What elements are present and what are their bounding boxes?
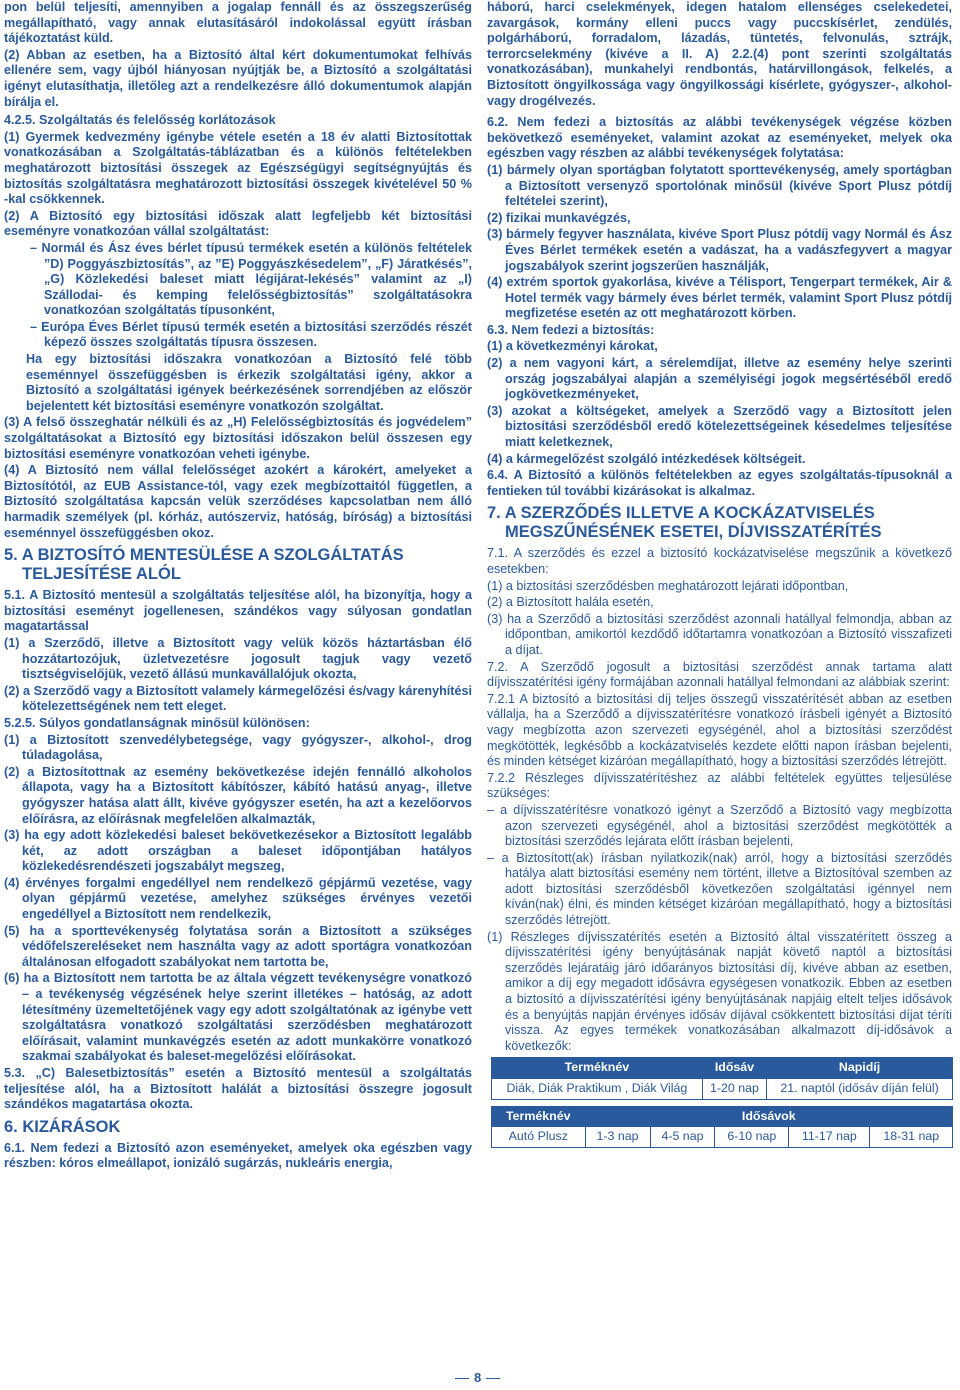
- paragraph: (2) A Biztosító egy biztosítási időszak alatt legfeljebb két biztosítási eseményre vonatkozóan vállal szolgáltatást:: [4, 208, 472, 239]
- list-item: (3) bármely fegyver használata, kivéve Sport Plusz pótdíj vagy Normál és Ász Éves Bérlet termékek esetén a vadászat, ha a vadászfegyvert a magyar jogszabályok szerint jogszerűen használják,: [487, 227, 952, 273]
- list-item: (1) a Szerződő, illetve a Biztosított vagy velük közös háztartásban élő hozzátartozójuk, üzletvezetésre jogosult tagjuk vagy vezető tisztségviselőjük, vezető állású munkavállalójuk okozta,: [4, 635, 472, 682]
- list-item: (2) a Biztosított halála esetén,: [487, 595, 654, 610]
- table-row: [492, 1079, 953, 1100]
- paragraph: Ha egy biztosítási időszakra vonatkozóan a Biztosító felé több eseménnyel összefüggésben is érkezik szolgáltatási igény, akkor a Biztosító a szolgáltatási igények beérkezésének sorrendjében az először bejelentett két biztosítási eseményre vonatkozón szolgáltat.: [26, 352, 472, 413]
- paragraph: 5.2.5. Súlyos gondatlanságnak minősül különösen:: [4, 715, 310, 730]
- list-item: (2) fizikai munkavégzés,: [487, 210, 631, 225]
- paragraph: 7.2. A Szerződő jogosult a biztosítási szerződést annak tartama alatt díjvisszatérítési igény formájában azonnali hatállyal felmondani az alábbiak szerint:: [487, 659, 952, 690]
- table-cell: 11-17 nap: [789, 1127, 870, 1148]
- page-number: 8: [455, 1370, 500, 1385]
- list-item: (6) ha a Biztosított nem tartotta be az általa végzett tevékenységre vonatkozó – a tevékenység végzésének helye szerint illetékes – hatóság, az adott létesítmény üzemeltetőjének vagy egy adott szolgáltatónak az igénybe vett szolgáltatásra vonatkozó szolgáltatási szerződésben meghatározott előírásait, valamint munkavégzés esetén az adott munkakörre vonatkozó szakmai szabályokat és baleset-megelőzési előírásokat.: [4, 971, 472, 1064]
- table-header-cell: Terméknév: [492, 1058, 703, 1079]
- table-header-cell: Idősávok: [585, 1106, 952, 1127]
- list-item: – Normál és Ász éves bérlet típusú termékek esetén a különös feltételek ”D) Poggyászbiztosítás”, az ”E) Poggyászkésedelem”, „F) Járatkésés”, „G) Közlekedési baleset miatt légijárat-lekésés” valamint az „I) Szállodai- és kemping felelősségbiztosítás” szolgáltatásokra vonatkozóan szolgáltatás típusonként,: [30, 240, 472, 318]
- chapter-heading-line: TELJESÍTÉSE ALÓL: [22, 565, 181, 584]
- table-cell: 4-5 nap: [650, 1127, 715, 1148]
- table-cell: Autó Plusz: [492, 1127, 586, 1148]
- list-item: (1) a biztosítási szerződésben meghatározott lejárati időpontban,: [487, 578, 849, 593]
- rate-table-diak: [491, 1057, 953, 1099]
- chapter-heading-line: 5. A BIZTOSÍTÓ MENTESÜLÉSE A SZOLGÁLTATÁS: [4, 546, 404, 565]
- list-item: – Európa Éves Bérlet típusú termék esetén a biztosítási szerződés részét képező összes szolgáltatás típusra összesen.: [30, 319, 472, 350]
- list-item: (1) Részleges díjvisszatérítés esetén a Biztosító által visszatérített összeg a díjvisszatérítési igény benyújtásának napját követő naptól a biztosítási szerződés lejáratáig járó időarányos biztosítási díj, kivéve abban az esetben, amikor a díj egy megadott idősávra egységesen vonatkozik. Ebben az esetben a biztosító a díjvisszatérítési igény benyújtásának napjáig eltelt teljes idősávok és a benyújtás napján érvényes idősáv díjával csökkentett biztosítási díjat téríti vissza. Az egyes termékek vonatkozásában alkalmazott díj-idősávok a következők:: [487, 929, 952, 1053]
- table-cell: 6-10 nap: [715, 1127, 789, 1148]
- list-item: (3) ha egy adott közlekedési baleset bekövetkezésekor a Biztosított legalább két, az adott országban a baleset időpontjában hatályos közlekedésrendészeti jogszabályt megszeg,: [4, 828, 472, 874]
- table-header-cell: Terméknév: [492, 1106, 586, 1127]
- rate-table-auto-plusz: [491, 1106, 953, 1148]
- list-item: (1) a Biztosított szenvedélybetegsége, vagy gyógyszer-, alkohol-, drog túladagolása,: [4, 732, 472, 763]
- table-cell: Diák, Diák Praktikum , Diák Világ: [492, 1079, 703, 1100]
- paragraph: (2) Abban az esetben, ha a Biztosító által kért dokumentumokat felhívás ellenére sem, vagy újból hiányosan nyújtják be, a Biztosító a szolgáltatási igényt elutasíthatja, illetőleg azt a rendelkezésre álló dokumentumok alapján bírálja el.: [4, 47, 472, 109]
- paragraph: (1) Gyermek kedvezmény igénybe vétele esetén a 18 év alatti Biztosítottak vonatkozásában a Szolgáltatás-táblázatban és a különös feltételekben meghatározott biztosítási összegek az Egészségügyi segítségnyújtás és biztosítás szolgáltatásra meghatározott biztosítási összegek kivételével 50 % -kal csökkennek.: [4, 129, 472, 207]
- right-column: [487, 0, 952, 1154]
- table-row: [492, 1127, 953, 1148]
- table-header-cell: Idősáv: [702, 1058, 766, 1079]
- paragraph: 5.1. A Biztosító mentesül a szolgáltatás teljesítése alól, ha bizonyítja, hogy a biztosítási eseményt jogellenesen, szándékos vagy súlyosan gondatlan magatartással: [4, 588, 472, 634]
- paragraph: (4) A Biztosító nem vállal felelősséget azokért a károkért, amelyeket a Biztosítótól, az EUB Assistance-tól, vagy ezek megbízottaitól független, a Biztosító szolgáltatása kapcsán velük szerződéses kapcsolatban nem álló harmadik személyek (pl. kórház, autószerviz, hatóság, bíróság) a biztosítási eseménnyel összefüggésben okoz.: [4, 463, 472, 540]
- list-item: (2) a Szerződő vagy a Biztosított valamely kármegelőzési és/vagy kárenyhítési kötelezettségének nem tett eleget.: [4, 683, 472, 714]
- paragraph: pon belül teljesíti, amennyiben a jogalap fennáll és az összegszerűség megállapítható, vagy annak elutasításáról indokolással együtt írásban tájékoztatást küld.: [4, 0, 472, 46]
- paragraph: 6.4. A Biztosító a különös feltételekben az egyes szolgáltatás-típusoknál a fentieken túl további kizárásokat is alkalmaz.: [487, 468, 952, 498]
- paragraph: 6.1. Nem fedezi a Biztosító azon eseményeket, amelyek oka egészben vagy részben: kóros elmeállapot, ionizáló sugárzás, nukleáris energia,: [4, 1140, 472, 1171]
- list-item: – a díjvisszatérítésre vonatkozó igényt a Szerződő a Biztosító vagy megbízotta azon szervezeti egységénél, ahol a biztosítási szerződést megkötötték a biztosítási szerződés lejárata előtt írásban bejelenti,: [487, 802, 952, 849]
- section-heading: 4.2.5. Szolgáltatás és felelősség korlátozások: [4, 113, 276, 128]
- paragraph: 7.1. A szerződés és ezzel a biztosító kockázatviselése megszűnik a következő esetekben:: [487, 546, 952, 576]
- paragraph: 6.2. Nem fedezi a biztosítás az alábbi tevékenységek végzése közben bekövetkező eseményeket, valamint azokat az eseményeket, melyek oka egészben vagy részben az alábbi tevékenységek folytatása:: [487, 115, 952, 161]
- chapter-heading-line: 7. A SZERZŐDÉS ILLETVE A KOCKÁZATVISELÉS: [487, 504, 875, 523]
- paragraph: 6.3. Nem fedezi a biztosítás:: [487, 322, 655, 337]
- table-cell: 1-20 nap: [702, 1079, 766, 1100]
- table-cell: 1-3 nap: [585, 1127, 650, 1148]
- list-item: (3) azokat a költségeket, amelyek a Szerződő vagy a Biztosított jelen biztosítási szerződésből eredő kötelezettségeinek késedelmes teljesítése miatt keletkeznek,: [487, 403, 952, 450]
- paragraph: 7.2.2 Részleges díjvisszatérítéshez az alábbi feltételek együttes teljesülése szükséges:: [487, 770, 952, 801]
- paragraph: (3) A felső összeghatár nélküli és az „H) Felelősségbiztosítás és jogvédelem” szolgáltatásokat a Biztosító egy biztosítási időszakon belül összesen egy biztosítási eseményre vonatkozóan veheti igénybe.: [4, 415, 472, 461]
- list-item: (1) bármely olyan sportágban folytatott sporttevékenység, amely sportágban a Biztosított versenyző sportolónak minősül (kivéve Sport Plusz pótdíj feltételei szerint),: [487, 162, 952, 209]
- list-item: (2) a nem vagyoni kárt, a sérelemdíjat, illetve az esemény helye szerinti ország jogszabályai alapján a személyiségi jogok megsértéséből eredő jogkövetkezményeket,: [487, 356, 952, 402]
- chapter-heading-6: 6. KIZÁRÁSOK: [4, 1117, 121, 1136]
- table-cell: 18-31 nap: [870, 1127, 953, 1148]
- list-item: (4) extrém sportok gyakorlása, kivéve a Télisport, Tengerpart termékek, Air & Hotel termék vagy bármely éves bérlet termék, valamint Sport Plusz pótdíj megfizetése esetén az ott meghatározott körben.: [487, 275, 952, 321]
- table-cell: 21. naptól (idősáv díján felül): [767, 1079, 953, 1100]
- list-item: – a Biztosított(ak) írásban nyilatkozik(nak) arról, hogy a biztosítási szerződés hatálya alatt biztosítási esemény nem történt, illetve a Biztosítóval szemben az adott biztosítási szerződésből következően szolgáltatási igénnyel nem kíván(nak) élni, és minden kétséget kizáróan megállapítható, hogy a biztosítási szerződés létrejött.: [487, 850, 952, 928]
- paragraph: 7.2.1 A biztosító a biztosítási díj teljes összegű visszatérítését abban az esetben vállalja, ha a Szerződő a díjvisszatérítésre vonatkozó írásbeli igényét a Biztosító vagy megbízotta azon szervezeti egységénél, ahol a biztosítási szerződést megkötötték, legkésőbb a kockázatviselés kezdete előtti napon írásban bejelenti, és minden kétséget kizáróan megállapítható, hogy a biztosítási szerződés létrejött.: [487, 691, 952, 769]
- chapter-heading-line: MEGSZŰNÉSÉNEK ESETEI, DÍJVISSZATÉRÍTÉS: [505, 523, 882, 542]
- table-header-cell: Napidíj: [767, 1058, 953, 1079]
- list-item: (4) a kármegelőzést szolgáló intézkedések költségeit.: [487, 451, 806, 466]
- list-item: (3) ha a Szerződő a biztosítási szerződést azonnali hatállyal felmondja, abban az időpontban, amikortól kezdődő időtartamra vonatkozóan a Biztosító visszafizeti a díjat.: [487, 611, 952, 657]
- list-item: (4) érvényes forgalmi engedéllyel nem rendelkező gépjármű vezetése, vagy olyan gépjármű vezetése, amelyhez szükséges érvényes vezetői engedéllyel a Biztosított nem rendelkezik,: [4, 875, 472, 922]
- list-item: (2) a Biztosítottnak az esemény bekövetkezése idején fennálló alkoholos állapota, vagy ha a Biztosított kábítószer, kábító hatású anyag-, illetve gyógyszer hatása alatt állt, kivéve gyógyszer esetén, ha azt a kezelőorvos előírásra, az előírásnak megfelelően alkalmazták,: [4, 764, 472, 826]
- left-column: [4, 0, 472, 1173]
- chapter-heading-7: [487, 504, 952, 542]
- paragraph: háború, harci cselekmények, idegen hatalom ellenséges cselekedetei, zavargások, kormány elleni puccs vagy puccskísérlet, zendülés, polgárháború, forradalom, lázadás, tüntetés, felvonulás, sztrájk, terrorcselekmény (kivéve a II. A) 2.2.(4) pont szerinti szolgáltatás vonatkozásában), munkahelyi rendbontás, határvillongások, felkelés, a Biztosított öngyilkossága vagy öngyilkossági kísérlete, gyógyszer-, alkohol- vagy drogélvezés.: [487, 0, 952, 108]
- paragraph: 5.3. „C) Balesetbiztosítás” esetén a Biztosító mentesül a szolgáltatás teljesítése alól, ha a Biztosított halálát a biztosítási összegre jogosult szándékos magatartása okozta.: [4, 1066, 472, 1112]
- list-item: (1) a következményi károkat,: [487, 339, 658, 354]
- list-item: (5) ha a sporttevékenység folytatása során a Biztosított a szükséges védőfelszereléseket nem használta vagy az adott sportágra vonatkozóan általánosan elfogadott szabályokat nem tartotta be,: [4, 923, 472, 969]
- chapter-heading-5: [4, 546, 472, 584]
